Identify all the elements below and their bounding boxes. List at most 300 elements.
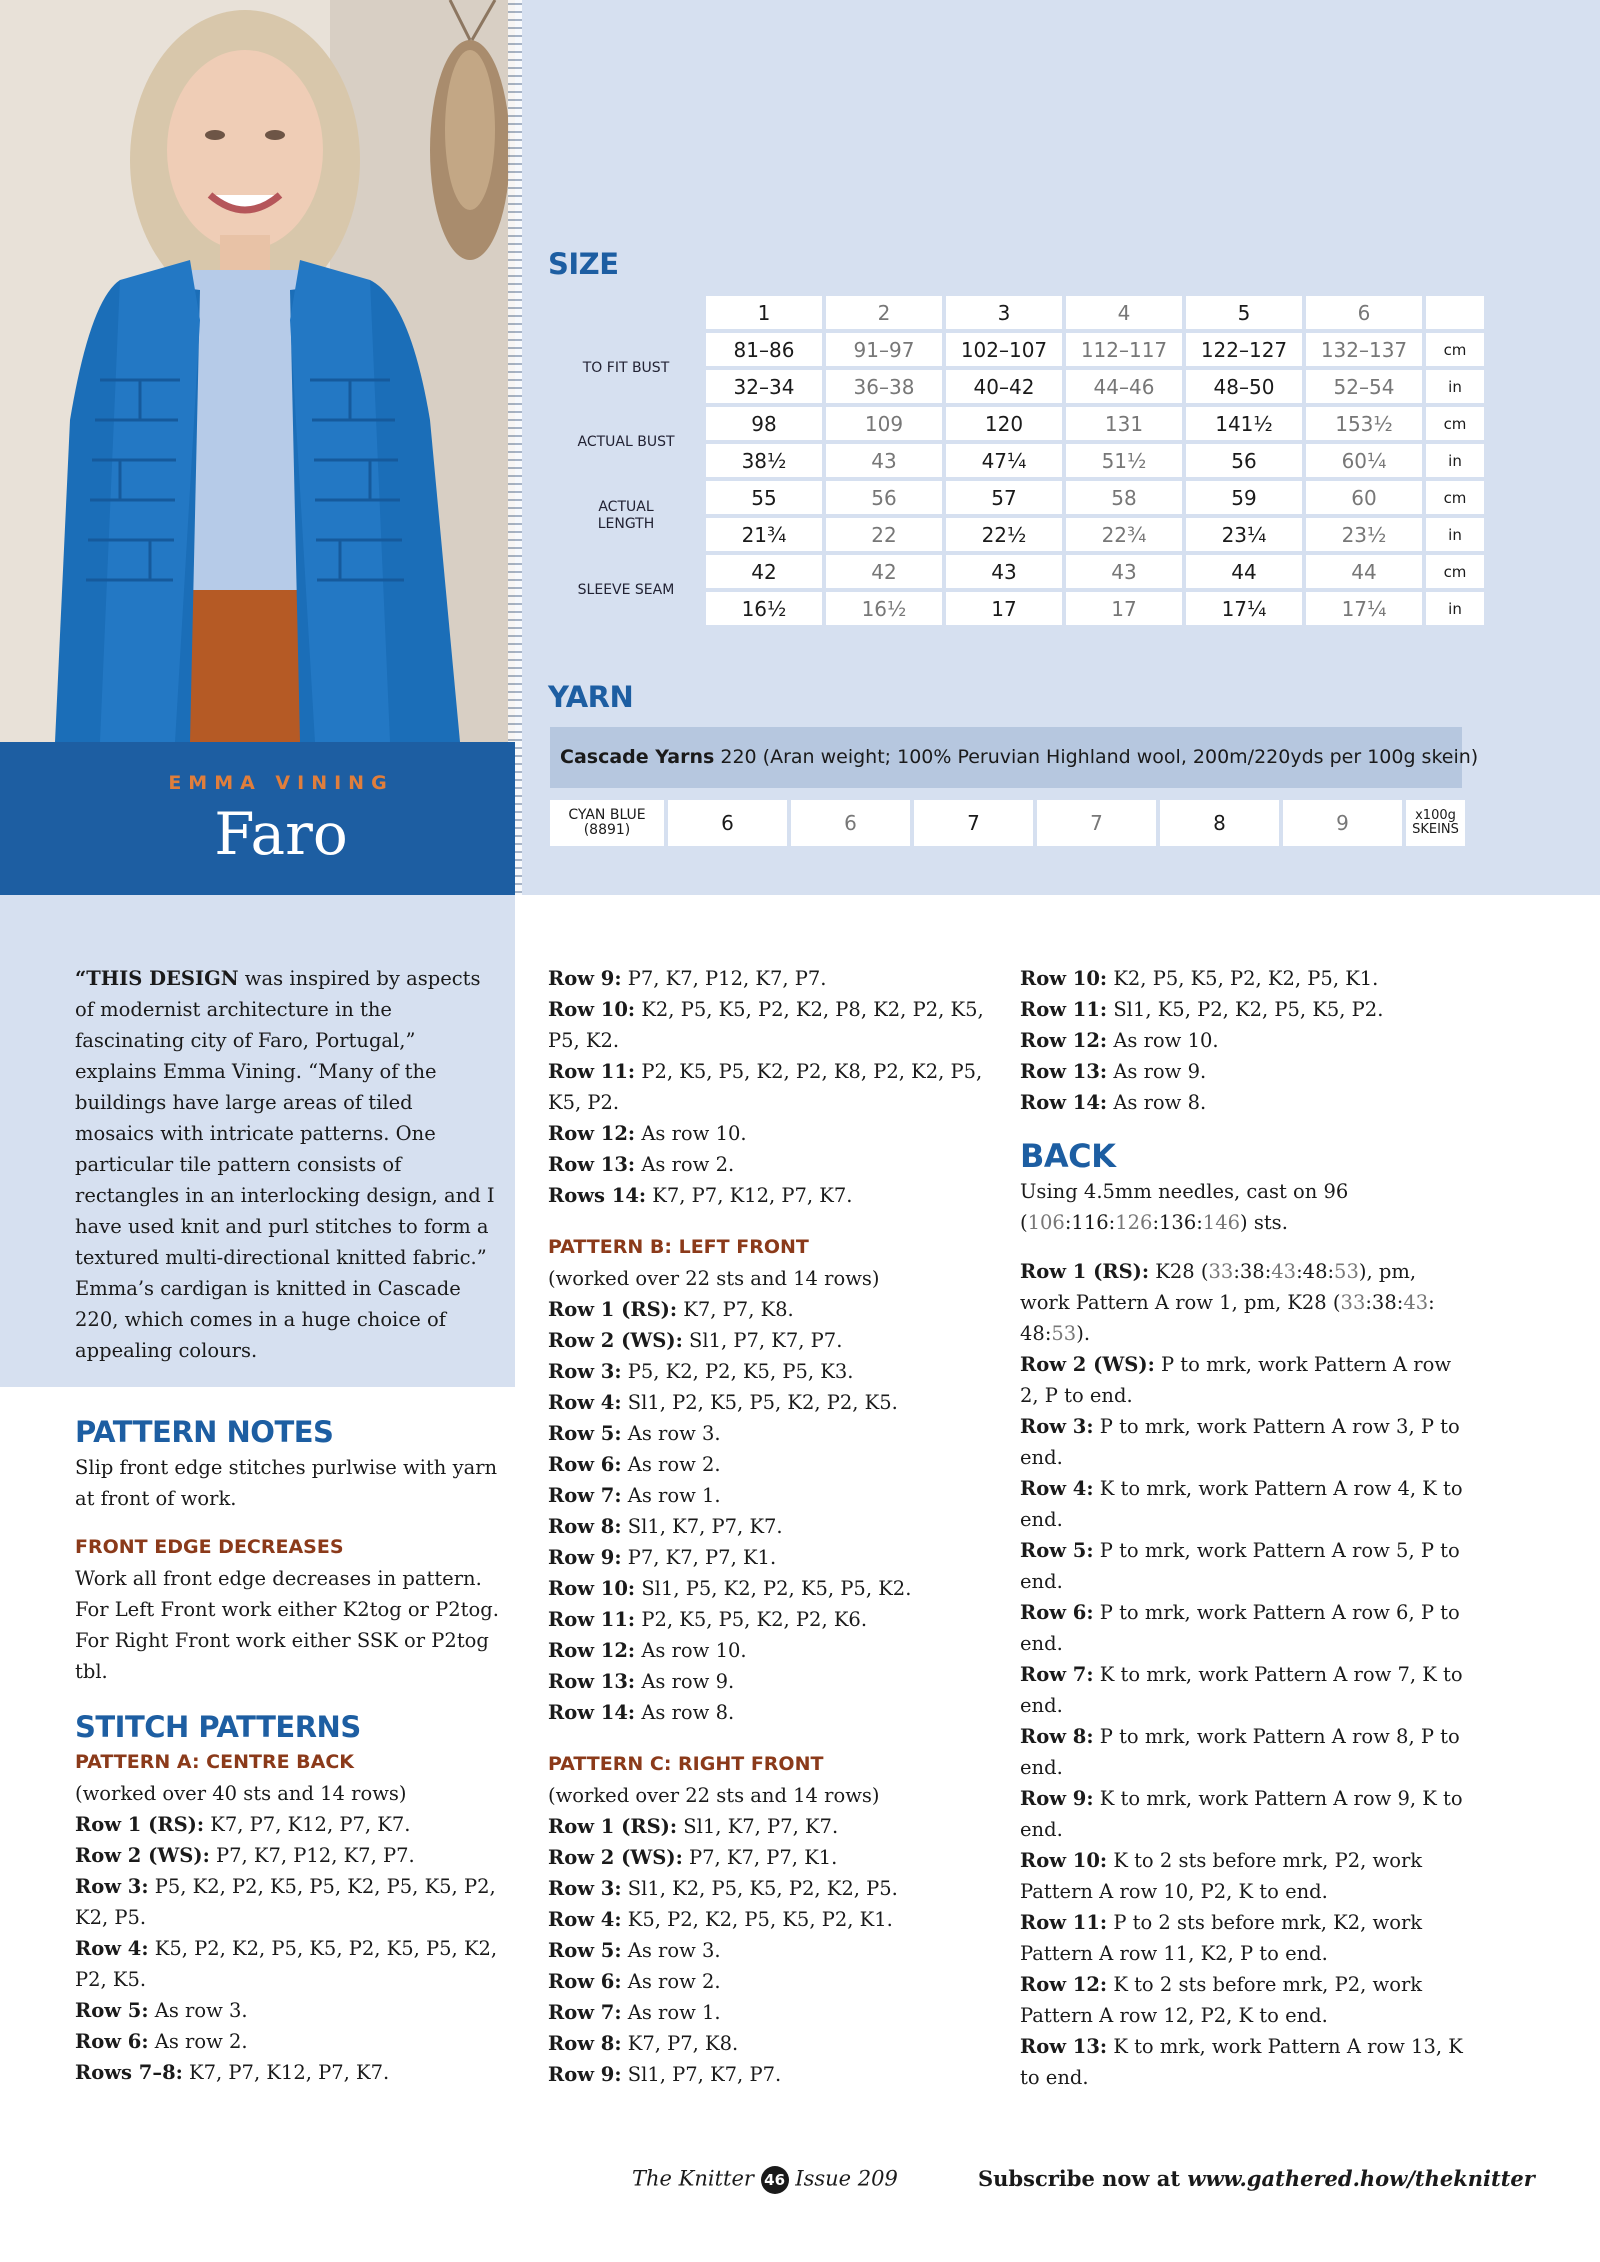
row-label: Rows 7–8: — [75, 2061, 183, 2084]
row-label: Row 4: — [1020, 1477, 1094, 1500]
pattern-row — [548, 1811, 988, 1842]
pattern-row — [548, 1418, 988, 1449]
row-label: Row 9: — [1020, 1787, 1094, 1810]
row-label: Row 8: — [548, 1515, 622, 1538]
pattern-row — [1020, 1721, 1470, 1783]
row-text: P2, K5, P5, K2, P2, K6. — [635, 1608, 868, 1631]
yarn-unit: x100g SKEINS — [1406, 800, 1465, 846]
size-cell: 42 — [826, 555, 942, 588]
row-label: Row 13: — [1020, 2035, 1108, 2058]
size-cell: 43 — [1066, 555, 1182, 588]
size-cell: 17 — [1066, 592, 1182, 625]
row-label: Row 6: — [548, 1970, 622, 1993]
size-cell: 43 — [946, 555, 1062, 588]
page-number: 46 — [761, 2166, 789, 2194]
row-text: K5, P2, K2, P5, K5, P2, K1. — [621, 1908, 893, 1931]
row-label: Row 4: — [75, 1937, 149, 1960]
row-label: Row 11: — [1020, 998, 1108, 1021]
row-text: P to 2 sts before mrk, K2, work Pattern A row 11, K2, P to end. — [1020, 1911, 1423, 1965]
row-label: Row 13: — [548, 1153, 636, 1176]
size-header-row — [550, 296, 1484, 329]
size-unit: in — [1426, 518, 1484, 551]
pattern-row — [548, 1449, 988, 1480]
size-number: 6 — [1306, 296, 1422, 329]
pattern-row — [548, 1294, 988, 1325]
yarn-quantity: 6 — [668, 800, 787, 846]
pattern-row — [1020, 1056, 1470, 1087]
size-cell: 91–97 — [826, 333, 942, 366]
issue-number: Issue 209 — [795, 2166, 898, 2191]
row-label: Row 5: — [75, 1999, 149, 2022]
pattern-row — [548, 963, 988, 994]
row-label: Row 6: — [548, 1453, 622, 1476]
yarn-quantity: 7 — [914, 800, 1033, 846]
back-cast-on — [1020, 1176, 1470, 1238]
row-text: 53 — [1334, 1260, 1359, 1283]
row-text: As row 2. — [621, 1453, 721, 1476]
row-text: K to mrk, work Pattern A row 4, K to end. — [1020, 1477, 1463, 1531]
row-text: K7, P7, K12, P7, K7. — [646, 1184, 853, 1207]
size-cell: 22 — [826, 518, 942, 551]
size-row-label: TO FIT BUST — [550, 333, 702, 403]
cast-on-size: 106 — [1027, 1211, 1065, 1234]
row-text: Sl1, P5, K2, P2, K5, P5, K2. — [635, 1577, 912, 1600]
pattern-row — [75, 1871, 515, 1933]
row-text: 53 — [1051, 1322, 1077, 1345]
row-label: Row 9: — [548, 1546, 622, 1569]
size-cell: 40–42 — [946, 370, 1062, 403]
pattern-row — [548, 1604, 988, 1635]
front-edge-decreases-heading: FRONT EDGE DECREASES — [75, 1536, 344, 1558]
pattern-row — [1020, 1969, 1470, 2031]
size-cell: 59 — [1186, 481, 1302, 514]
row-text: As row 1. — [621, 1484, 721, 1507]
size-number: 1 — [706, 296, 822, 329]
row-text: 33 — [1208, 1260, 1234, 1283]
row-text: As row 1. — [621, 2001, 721, 2024]
row-text: As row 3. — [621, 1422, 721, 1445]
size-cell: 23¼ — [1186, 518, 1302, 551]
size-row-label: ACTUAL BUST — [550, 407, 702, 477]
row-text: P7, K7, P12, K7, P7. — [621, 967, 827, 990]
size-row-label: SLEEVE SEAM — [550, 555, 702, 625]
pattern-row — [1020, 1349, 1470, 1411]
row-label: Row 10: — [548, 998, 636, 1021]
pattern-row — [75, 1933, 515, 1995]
size-cell: 51½ — [1066, 444, 1182, 477]
row-label: Row 9: — [548, 2063, 622, 2086]
cast-on-size: :136: — [1152, 1211, 1203, 1234]
row-label: Row 7: — [1020, 1663, 1094, 1686]
row-text: P7, K7, P7, K1. — [621, 1546, 777, 1569]
pattern-row — [1020, 1845, 1470, 1907]
row-label: Row 14: — [1020, 1091, 1108, 1114]
row-text: K5, P2, K2, P5, K5, P2, K5, P5, K2, P2, K5. — [75, 1937, 498, 1991]
row-text: P to mrk, work Pattern A row 3, P to end. — [1020, 1415, 1460, 1469]
row-text: K7, P7, K12, P7, K7. — [204, 1813, 411, 1836]
yarn-quantity: 7 — [1037, 800, 1156, 846]
size-row-cm — [550, 333, 1484, 366]
size-cell: 153½ — [1306, 407, 1422, 440]
size-cell: 56 — [826, 481, 942, 514]
row-label: Row 3: — [548, 1877, 622, 1900]
size-unit: cm — [1426, 481, 1484, 514]
row-text: As row 9. — [635, 1670, 735, 1693]
row-label: Row 2 (WS): — [548, 1846, 683, 1869]
row-text: Sl1, K2, P5, K5, P2, K2, P5. — [621, 1877, 898, 1900]
pattern-row — [1020, 1411, 1470, 1473]
row-label: Row 11: — [548, 1060, 636, 1083]
pattern-row — [548, 1511, 988, 1542]
column-1 — [75, 1412, 515, 2088]
row-label: Row 2 (WS): — [1020, 1353, 1155, 1376]
row-label: Row 7: — [548, 1484, 622, 1507]
pattern-row — [1020, 1783, 1470, 1845]
row-label: Row 13: — [548, 1670, 636, 1693]
pattern-row — [548, 1056, 988, 1118]
row-label: Row 1 (RS): — [75, 1813, 205, 1836]
size-cell: 16½ — [706, 592, 822, 625]
size-cell: 38½ — [706, 444, 822, 477]
pattern-row — [548, 1666, 988, 1697]
row-label: Row 4: — [548, 1391, 622, 1414]
row-label: Row 12: — [1020, 1973, 1108, 1996]
size-unit: in — [1426, 592, 1484, 625]
row-label: Row 12: — [548, 1639, 636, 1662]
pattern-row — [548, 1635, 988, 1666]
row-text: K2, P5, K5, P2, K2, P8, K2, P2, K5, P5, K2. — [548, 998, 984, 1052]
size-row-cm — [550, 407, 1484, 440]
size-cell: 52–54 — [1306, 370, 1422, 403]
cast-on-size: 126 — [1115, 1211, 1153, 1234]
row-text: As row 8. — [635, 1701, 735, 1724]
row-label: Row 8: — [548, 2032, 622, 2055]
size-cell: 44 — [1186, 555, 1302, 588]
pattern-row — [548, 1180, 988, 1211]
model-photo-illustration — [0, 0, 515, 742]
size-cell: 102–107 — [946, 333, 1062, 366]
row-label: Row 11: — [548, 1608, 636, 1631]
row-label: Row 11: — [1020, 1911, 1108, 1934]
size-unit: cm — [1426, 407, 1484, 440]
cast-on-text: Using 4.5mm needles, cast on 96 ( — [1020, 1180, 1349, 1234]
row-label: Row 5: — [548, 1939, 622, 1962]
yarn-quantity-row — [550, 800, 1465, 846]
pattern-row — [548, 1842, 988, 1873]
row-text: 43 — [1271, 1260, 1297, 1283]
pattern-row — [548, 1118, 988, 1149]
pattern-notes-heading: PATTERN NOTES — [75, 1415, 334, 1449]
size-unit: cm — [1426, 333, 1484, 366]
row-text: P to mrk, work Pattern A row 8, P to end. — [1020, 1725, 1460, 1779]
pattern-row — [1020, 963, 1470, 994]
pattern-row — [1020, 2031, 1470, 2093]
size-cell: 132–137 — [1306, 333, 1422, 366]
pattern-row — [1020, 994, 1470, 1025]
row-label: Row 7: — [548, 2001, 622, 2024]
designer-name: EMMA VINING — [168, 772, 394, 794]
pattern-c-intro: (worked over 22 sts and 14 rows) — [548, 1784, 880, 1807]
row-text: :48: — [1296, 1260, 1335, 1283]
pattern-row — [548, 1873, 988, 1904]
row-text: As row 2. — [621, 1970, 721, 1993]
yarn-quantity: 9 — [1283, 800, 1402, 846]
size-cell: 22½ — [946, 518, 1062, 551]
row-text: Sl1, K5, P2, K2, P5, K5, P2. — [1107, 998, 1384, 1021]
row-label: Row 10: — [1020, 967, 1108, 990]
size-cell: 23½ — [1306, 518, 1422, 551]
row-text: P5, K2, P2, K5, P5, K3. — [621, 1360, 854, 1383]
row-text: Sl1, P2, K5, P5, K2, P2, K5. — [621, 1391, 898, 1414]
row-label: Row 3: — [548, 1360, 622, 1383]
size-cell: 81–86 — [706, 333, 822, 366]
size-cell: 131 — [1066, 407, 1182, 440]
pattern-row — [75, 2057, 515, 2088]
pattern-row — [548, 1480, 988, 1511]
pattern-row — [548, 1697, 988, 1728]
footer-issue — [632, 2166, 898, 2194]
pattern-row — [548, 1149, 988, 1180]
subscribe-link[interactable]: www.gathered.how/theknitter — [1187, 2166, 1535, 2191]
size-cell: 17¼ — [1186, 592, 1302, 625]
size-cell: 120 — [946, 407, 1062, 440]
column-3 — [1020, 963, 1470, 2093]
row-text: :38: — [1233, 1260, 1272, 1283]
row-text: P2, K5, P5, K2, P2, K8, P2, K2, P5, K5, P2. — [548, 1060, 983, 1114]
size-heading: SIZE — [548, 247, 619, 281]
size-cell: 36–38 — [826, 370, 942, 403]
row-text: P5, K2, P2, K5, P5, K2, P5, K5, P2, K2, P5. — [75, 1875, 496, 1929]
size-cell: 47¼ — [946, 444, 1062, 477]
magazine-name: The Knitter — [632, 2166, 754, 2191]
row-label: Row 6: — [75, 2030, 149, 2053]
size-cell: 141½ — [1186, 407, 1302, 440]
pattern-row — [548, 1542, 988, 1573]
front-edge-decreases-text: Work all front edge decreases in pattern. For Left Front work either K2tog or P2tog. For Right Front work either SSK or P2tog tbl. — [75, 1567, 499, 1683]
back-heading: BACK — [1020, 1137, 1116, 1175]
pattern-b-heading: PATTERN B: LEFT FRONT — [548, 1236, 809, 1258]
row-text: As row 3. — [148, 1999, 248, 2022]
intro-lead: “THIS DESIGN — [75, 967, 239, 990]
row-label: Row 12: — [1020, 1029, 1108, 1052]
row-text: K7, P7, K8. — [677, 1298, 794, 1321]
pattern-row — [548, 994, 988, 1056]
yarn-heading: YARN — [548, 680, 634, 714]
row-text: As row 10. — [1107, 1029, 1219, 1052]
size-cell: 16½ — [826, 592, 942, 625]
row-label: Row 1 (RS): — [548, 1815, 678, 1838]
row-label: Row 2 (WS): — [75, 1844, 210, 1867]
row-label: Row 9: — [548, 967, 622, 990]
size-cell: 43 — [826, 444, 942, 477]
size-header-blank — [550, 296, 702, 329]
row-text: 33 — [1340, 1291, 1366, 1314]
footer-subscribe — [978, 2166, 1535, 2191]
size-cell: 60 — [1306, 481, 1422, 514]
size-cell: 21¾ — [706, 518, 822, 551]
row-text: K to 2 sts before mrk, P2, work Pattern A row 10, P2, K to end. — [1020, 1849, 1423, 1903]
yarn-colour: CYAN BLUE (8891) — [550, 800, 664, 846]
row-label: Row 13: — [1020, 1060, 1108, 1083]
pattern-b-intro: (worked over 22 sts and 14 rows) — [548, 1267, 880, 1290]
size-number: 3 — [946, 296, 1062, 329]
pattern-row — [1020, 1025, 1470, 1056]
row-text: ). — [1076, 1322, 1091, 1345]
pattern-row — [1020, 1087, 1470, 1118]
back-row-1 — [1020, 1256, 1470, 1349]
row-text: K7, P7, K12, P7, K7. — [182, 2061, 390, 2084]
size-cell: 22¾ — [1066, 518, 1182, 551]
size-number: 2 — [826, 296, 942, 329]
row-text: P to mrk, work Pattern A row 5, P to end. — [1020, 1539, 1460, 1593]
row-label: Row 10: — [1020, 1849, 1108, 1872]
row-label: Row 1 (RS): — [548, 1298, 678, 1321]
row-label: Row 6: — [1020, 1601, 1094, 1624]
row-text: K28 ( — [1149, 1260, 1209, 1283]
pattern-a-heading: PATTERN A: CENTRE BACK — [75, 1751, 355, 1773]
pattern-row — [548, 1325, 988, 1356]
yarn-details: 220 (Aran weight; 100% Peruvian Highland wool, 200m/220yds per 100g skein) — [714, 746, 1479, 768]
pattern-c-heading: PATTERN C: RIGHT FRONT — [548, 1753, 824, 1775]
size-cell: 112–117 — [1066, 333, 1182, 366]
row-label: Row 12: — [548, 1122, 636, 1145]
pattern-row — [548, 1997, 988, 2028]
row-text: As row 2. — [635, 1153, 735, 1176]
pattern-row — [75, 1840, 515, 1871]
size-cell: 17 — [946, 592, 1062, 625]
size-unit: in — [1426, 370, 1484, 403]
pattern-row — [548, 1573, 988, 1604]
size-cell: 48–50 — [1186, 370, 1302, 403]
row-text: As row 9. — [1107, 1060, 1207, 1083]
row-label: Row 10: — [548, 1577, 636, 1600]
row-text: K7, P7, K8. — [621, 2032, 739, 2055]
size-cell: 55 — [706, 481, 822, 514]
size-cell: 60¼ — [1306, 444, 1422, 477]
row-label: Row 5: — [548, 1422, 622, 1445]
subscribe-text: Subscribe now at — [978, 2166, 1188, 2191]
size-unit: cm — [1426, 555, 1484, 588]
pattern-row — [1020, 1597, 1470, 1659]
pattern-row — [1020, 1907, 1470, 1969]
pattern-row — [1020, 1659, 1470, 1721]
size-cell: 57 — [946, 481, 1062, 514]
row-label: Row 3: — [75, 1875, 149, 1898]
size-cell: 42 — [706, 555, 822, 588]
size-cell: 44–46 — [1066, 370, 1182, 403]
row-text: K to mrk, work Pattern A row 9, K to end. — [1020, 1787, 1463, 1841]
size-row-label: ACTUAL LENGTH — [550, 481, 702, 551]
row-text: ), pm, work Pattern A row 1, pm, K28 ( — [1020, 1260, 1417, 1314]
size-unit-blank — [1426, 296, 1484, 329]
model-photo — [0, 0, 515, 742]
pattern-row — [548, 1356, 988, 1387]
size-cell: 32–34 — [706, 370, 822, 403]
size-unit: in — [1426, 444, 1484, 477]
row-text: K to mrk, work Pattern A row 13, K to end. — [1020, 2035, 1463, 2089]
intro-body: was inspired by aspects of modernist architecture in the fascinating city of Faro, Portugal,” explains Emma Vining. “Many of the buildings have large areas of tiled mosaics with intricate patterns. One particular tile pattern consists of rectangles in an interlocking design, and I have used knit and purl stitches to form a textured multi-directional knitted fabric.” Emma’s cardigan is knitted in Cascade 220, which comes in a huge choice of appealing colours. — [75, 967, 495, 1362]
pattern-row — [548, 1935, 988, 1966]
row-text: Sl1, P7, K7, P7. — [682, 1329, 843, 1352]
column-2 — [548, 963, 988, 2090]
row-text: K to 2 sts before mrk, P2, work Pattern A row 12, P2, K to end. — [1020, 1973, 1423, 2027]
yarn-brand: Cascade Yarns — [560, 746, 715, 768]
size-cell: 98 — [706, 407, 822, 440]
row-text: P to mrk, work Pattern A row 2, P to end. — [1020, 1353, 1452, 1407]
pattern-row — [548, 2028, 988, 2059]
row-label: Row 4: — [548, 1908, 622, 1931]
size-cell: 109 — [826, 407, 942, 440]
size-number: 4 — [1066, 296, 1182, 329]
row-text: :38: — [1365, 1291, 1404, 1314]
pattern-notes-text: Slip front edge stitches purlwise with yarn at front of work. — [75, 1456, 498, 1510]
size-table — [546, 292, 1488, 629]
yarn-quantity-table — [546, 796, 1469, 850]
pattern-row — [548, 2059, 988, 2090]
size-cell: 17¼ — [1306, 592, 1422, 625]
row-label: Row 5: — [1020, 1539, 1094, 1562]
pattern-row — [1020, 1535, 1470, 1597]
row-text: As row 10. — [635, 1122, 747, 1145]
pattern-a-intro: (worked over 40 sts and 14 rows) — [75, 1782, 407, 1805]
yarn-quantity: 8 — [1160, 800, 1279, 846]
yarn-quantity: 6 — [791, 800, 910, 846]
row-label: Row 1 (RS): — [1020, 1260, 1150, 1283]
pattern-row — [75, 2026, 515, 2057]
row-text: Sl1, K7, P7, K7. — [621, 1515, 783, 1538]
row-label: Rows 14: — [548, 1184, 647, 1207]
cast-on-text: ) sts. — [1240, 1211, 1288, 1234]
row-text: : 48: — [1020, 1291, 1435, 1345]
size-cell: 56 — [1186, 444, 1302, 477]
pattern-row — [548, 1904, 988, 1935]
row-text: P7, K7, P7, K1. — [682, 1846, 838, 1869]
stitch-patterns-heading: STITCH PATTERNS — [75, 1710, 361, 1744]
row-label: Row 2 (WS): — [548, 1329, 683, 1352]
size-number: 5 — [1186, 296, 1302, 329]
row-text: Sl1, P7, K7, P7. — [621, 2063, 782, 2086]
size-row-cm — [550, 555, 1484, 588]
row-text: As row 2. — [148, 2030, 248, 2053]
cast-on-size: 146 — [1202, 1211, 1241, 1234]
size-row-cm — [550, 481, 1484, 514]
row-text: K to mrk, work Pattern A row 7, K to end. — [1020, 1663, 1463, 1717]
row-label: Row 8: — [1020, 1725, 1094, 1748]
pattern-row — [548, 1966, 988, 1997]
row-text: As row 3. — [621, 1939, 721, 1962]
yarn-description — [560, 746, 1478, 768]
pattern-row — [548, 1387, 988, 1418]
pattern-row — [75, 1809, 515, 1840]
row-text: As row 8. — [1107, 1091, 1207, 1114]
pattern-title: Faro — [214, 800, 348, 868]
row-text: P7, K7, P12, K7, P7. — [209, 1844, 415, 1867]
row-text: P to mrk, work Pattern A row 6, P to end. — [1020, 1601, 1460, 1655]
row-text: K2, P5, K5, P2, K2, P5, K1. — [1107, 967, 1379, 990]
row-text: As row 10. — [635, 1639, 747, 1662]
row-text: 43 — [1403, 1291, 1429, 1314]
row-label: Row 14: — [548, 1701, 636, 1724]
size-cell: 122–127 — [1186, 333, 1302, 366]
size-cell: 58 — [1066, 481, 1182, 514]
pattern-row — [75, 1995, 515, 2026]
row-text: Sl1, K7, P7, K7. — [677, 1815, 839, 1838]
intro-text — [75, 963, 495, 1366]
cast-on-size: :116: — [1064, 1211, 1116, 1234]
row-label: Row 3: — [1020, 1415, 1094, 1438]
pattern-row — [1020, 1473, 1470, 1535]
size-cell: 44 — [1306, 555, 1422, 588]
